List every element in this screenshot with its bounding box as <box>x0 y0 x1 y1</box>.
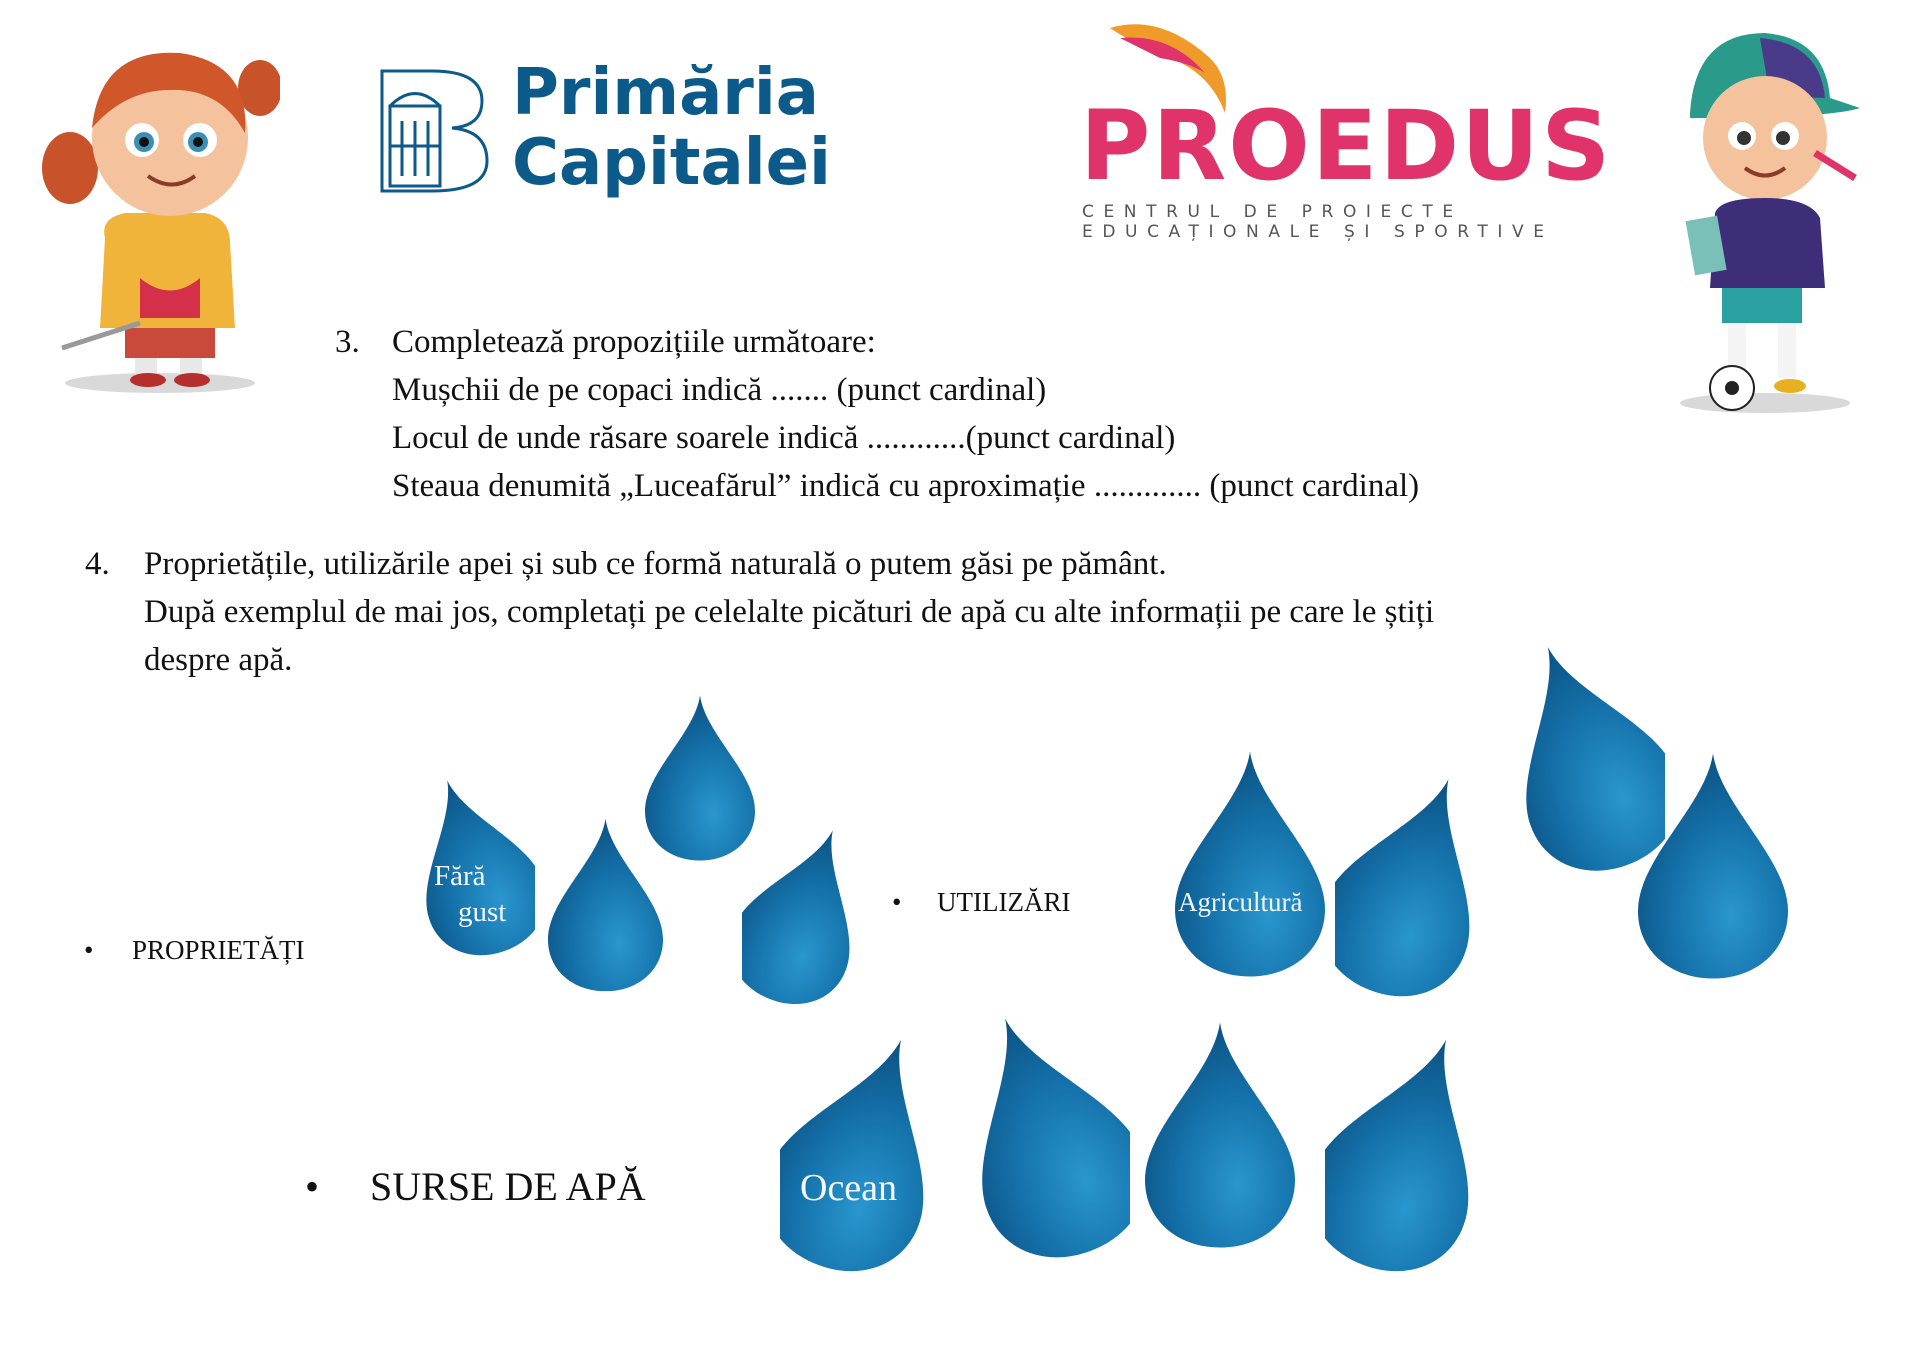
exercise-4-line-1: Proprietățile, utilizările apei și sub ce formă naturală o putem găsi pe pământ. <box>144 546 1167 582</box>
water-drop-uses-example <box>1175 738 1325 990</box>
water-drop-properties-4 <box>742 825 862 1005</box>
drop-label-line-1: Fără <box>434 860 486 892</box>
bullet-uses: • <box>892 887 902 917</box>
water-drop-sources-2 <box>965 1010 1130 1260</box>
category-properties-label: PROPRIETĂȚI <box>132 935 305 965</box>
exercise-4-line-2: După exemplul de mai jos, completați pe celelalte picături de apă cu alte informații pe care le știți <box>144 594 1435 630</box>
bullet-sources: • <box>305 1164 320 1209</box>
primaria-logo-line1: Primăria <box>512 56 819 130</box>
water-drop-uses-2 <box>1335 765 1485 1005</box>
drop-label-properties-example <box>434 858 506 930</box>
proedus-logo-subtitle-1: CENTRUL DE PROIECTE <box>1082 202 1463 222</box>
proedus-logo <box>1080 18 1613 242</box>
drop-label-uses-example: Agricultură <box>1178 887 1303 917</box>
drop-label-line-2: gust <box>458 896 507 928</box>
drop-label-sources-example: Ocean <box>800 1167 898 1209</box>
proedus-logo-word: PROEDUS <box>1080 90 1613 202</box>
water-drop-sources-example <box>780 1030 940 1275</box>
exercise-4-line-3: despre apă. <box>144 642 293 678</box>
water-drop-properties-3 <box>548 810 663 1000</box>
primaria-logo-line2: Capitalei <box>512 126 831 200</box>
category-uses-label: UTILIZĂRI <box>937 887 1071 917</box>
water-drop-uses-4 <box>1638 740 1788 992</box>
exercise-3-line-1: Mușchii de pe copaci indică ....... (punct cardinal) <box>392 372 1047 408</box>
exercise-4-number: 4. <box>85 546 110 582</box>
water-drop-sources-4 <box>1325 1030 1485 1275</box>
category-sources-label: SURSE DE APĂ <box>370 1164 646 1209</box>
girl-mascot-illustration <box>30 28 280 398</box>
bullet-properties: • <box>84 935 94 965</box>
exercise-3-line-2: Locul de unde răsare soarele indică ............(punct cardinal) <box>392 420 1176 456</box>
exercise-3-title: Completează propozițiile următoare: <box>392 324 876 360</box>
exercise-3-number: 3. <box>335 324 360 360</box>
water-drop-sources-3 <box>1145 1005 1295 1265</box>
boy-mascot-illustration <box>1660 18 1890 418</box>
exercise-3-line-3: Steaua denumită „Luceafărul” indică cu aproximație ............. (punct cardinal) <box>392 468 1420 504</box>
primaria-capitalei-logo <box>372 58 832 208</box>
proedus-logo-subtitle-2: EDUCAȚIONALE ȘI SPORTIVE <box>1082 222 1554 242</box>
